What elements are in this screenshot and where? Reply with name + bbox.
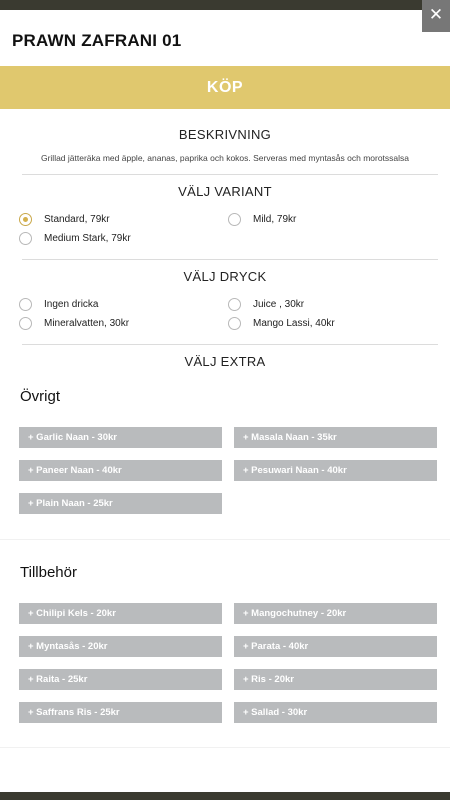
extra-plain-naan-button[interactable]: + Plain Naan - 25kr <box>19 493 222 514</box>
radio-icon[interactable] <box>228 298 241 311</box>
radio-icon[interactable] <box>228 317 241 330</box>
extra-pesuwari-naan-button[interactable]: + Pesuwari Naan - 40kr <box>234 460 437 481</box>
product-modal <box>0 10 450 792</box>
extra-ris-button[interactable]: + Ris - 20kr <box>234 669 437 690</box>
radio-icon[interactable] <box>19 232 32 245</box>
product-title: PRAWN ZAFRANI 01 <box>12 31 182 50</box>
radio-icon[interactable] <box>228 213 241 226</box>
section-separator <box>0 539 450 540</box>
drink-option-ingen[interactable] <box>19 298 98 311</box>
variant-option-medium-stark[interactable] <box>19 232 131 245</box>
drink-option-label: Mango Lassi, 40kr <box>253 318 335 329</box>
radio-icon[interactable] <box>19 213 32 226</box>
buy-button[interactable]: KÖP <box>0 66 450 109</box>
divider <box>22 174 438 175</box>
variant-option-label: Standard, 79kr <box>44 214 110 225</box>
extra-saffrans-ris-button[interactable]: + Saffrans Ris - 25kr <box>19 702 222 723</box>
variant-option-mild[interactable] <box>228 213 296 226</box>
extra-chilipi-kels-button[interactable]: + Chilipi Kels - 20kr <box>19 603 222 624</box>
close-button[interactable] <box>422 0 450 32</box>
extra-group-title: Övrigt <box>20 388 61 405</box>
description-heading: BESKRIVNING <box>178 127 272 142</box>
drink-option-mango-lassi[interactable] <box>228 317 335 330</box>
extra-raita-button[interactable]: + Raita - 25kr <box>19 669 222 690</box>
radio-icon[interactable] <box>19 298 32 311</box>
variant-heading: VÄLJ VARIANT <box>178 184 272 199</box>
extra-sallad-button[interactable]: + Sallad - 30kr <box>234 702 437 723</box>
extra-garlic-naan-button[interactable]: + Garlic Naan - 30kr <box>19 427 222 448</box>
extra-paneer-naan-button[interactable]: + Paneer Naan - 40kr <box>19 460 222 481</box>
divider <box>22 344 438 345</box>
variant-option-label: Medium Stark, 79kr <box>44 233 131 244</box>
extra-group-title: Tillbehör <box>20 564 77 581</box>
extra-mangochutney-button[interactable]: + Mangochutney - 20kr <box>234 603 437 624</box>
drink-heading: VÄLJ DRYCK <box>183 269 267 284</box>
description-text: Grillad jätteräka med äpple, ananas, paprika och kokos. Serveras med myntasås och morotssalsa <box>40 153 410 163</box>
extra-myntasas-button[interactable]: + Myntasås - 20kr <box>19 636 222 657</box>
drink-option-mineralvatten[interactable] <box>19 317 129 330</box>
close-icon: ✕ <box>428 5 444 24</box>
variant-option-label: Mild, 79kr <box>253 214 297 225</box>
drink-option-label: Juice , 30kr <box>253 299 305 310</box>
drink-option-label: Ingen dricka <box>44 299 99 310</box>
radio-icon[interactable] <box>19 317 32 330</box>
extra-parata-button[interactable]: + Parata - 40kr <box>234 636 437 657</box>
extra-heading: VÄLJ EXTRA <box>184 354 266 369</box>
backdrop-top <box>0 0 450 10</box>
section-separator <box>0 747 450 748</box>
drink-option-juice[interactable] <box>228 298 304 311</box>
drink-option-label: Mineralvatten, 30kr <box>44 318 130 329</box>
extra-masala-naan-button[interactable]: + Masala Naan - 35kr <box>234 427 437 448</box>
backdrop-bottom <box>0 792 450 800</box>
divider <box>22 259 438 260</box>
variant-option-standard[interactable] <box>19 213 110 226</box>
